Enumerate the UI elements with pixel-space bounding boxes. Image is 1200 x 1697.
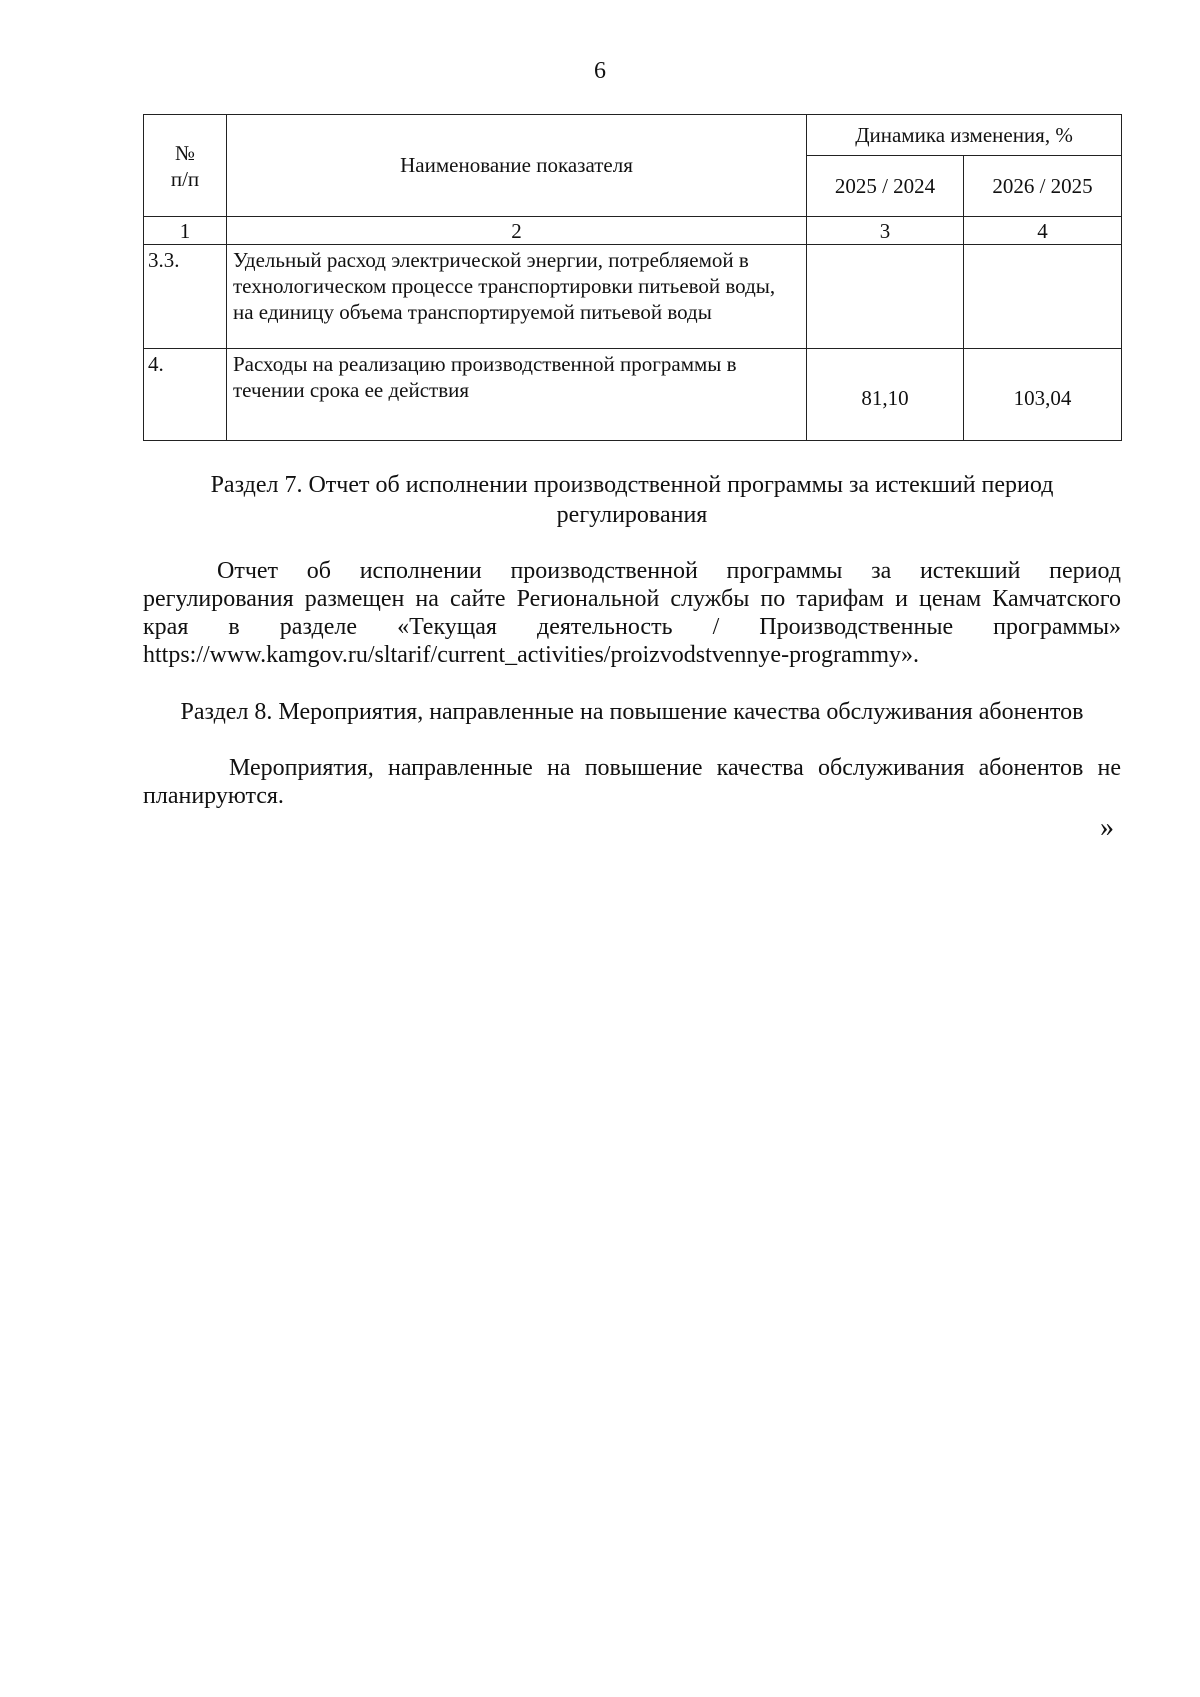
header-number [144,115,227,217]
section-7-text-line: https://www.kamgov.ru/sltarif/current_activities/proizvodstvennye-programmy». [143,642,920,668]
section-7-text [143,557,1121,669]
section-8-text-line: планируются. [143,783,284,809]
section-7-title-line: регулирования [556,502,708,528]
column-index: 2 [227,217,807,245]
row-value-2026-2025 [964,245,1122,349]
section-7-text-line: края в разделе «Текущая деятельность / Производственные программы» [143,614,1121,640]
column-index: 4 [964,217,1122,245]
indicators-table [143,114,1122,441]
row-value-2025-2024: 81,10 [807,349,964,441]
row-indicator-name: Удельный расход электрической энергии, потребляемой в технологическом процессе транспортировки питьевой воды, на единицу объема транспортируемой питьевой воды [227,245,807,349]
closing-quote: » [1100,812,1114,843]
page-number: 6 [594,58,606,84]
section-8-text-line: Мероприятия, направленные на повышение качества обслуживания абонентов не [229,755,1121,781]
section-7-text-line: регулирования размещен на сайте Региональной службы по тарифам и ценам Камчатского [143,586,1121,612]
header-year-2026-2025: 2026 / 2025 [964,156,1122,217]
row-value-2026-2025: 103,04 [964,349,1122,441]
header-number-pp: п/п [170,166,200,191]
section-7-title-line: Раздел 7. Отчет об исполнении производственной программы за истекший период [210,472,1054,498]
column-index: 1 [144,217,227,245]
row-value-2025-2024 [807,245,964,349]
section-7-title [143,470,1121,530]
table-row [144,245,1122,349]
section-8-title: Раздел 8. Мероприятия, направленные на повышение качества обслуживания абонентов [180,699,1084,725]
column-index: 3 [807,217,964,245]
section-8-text [143,754,1121,810]
header-indicator-name: Наименование показателя [227,115,807,217]
column-index-row [144,217,1122,245]
header-dynamics: Динамика изменения, % [807,115,1122,156]
row-indicator-name: Расходы на реализацию производственной программы в течении срока ее действия [227,349,807,441]
row-number: 3.3. [144,245,227,349]
section-7-text-line: Отчет об исполнении производственной программы за истекший период [217,558,1121,584]
header-number-symbol: № [174,140,196,165]
header-year-2025-2024: 2025 / 2024 [807,156,964,217]
table-header-row [144,115,1122,156]
table-row [144,349,1122,441]
row-number: 4. [144,349,227,441]
